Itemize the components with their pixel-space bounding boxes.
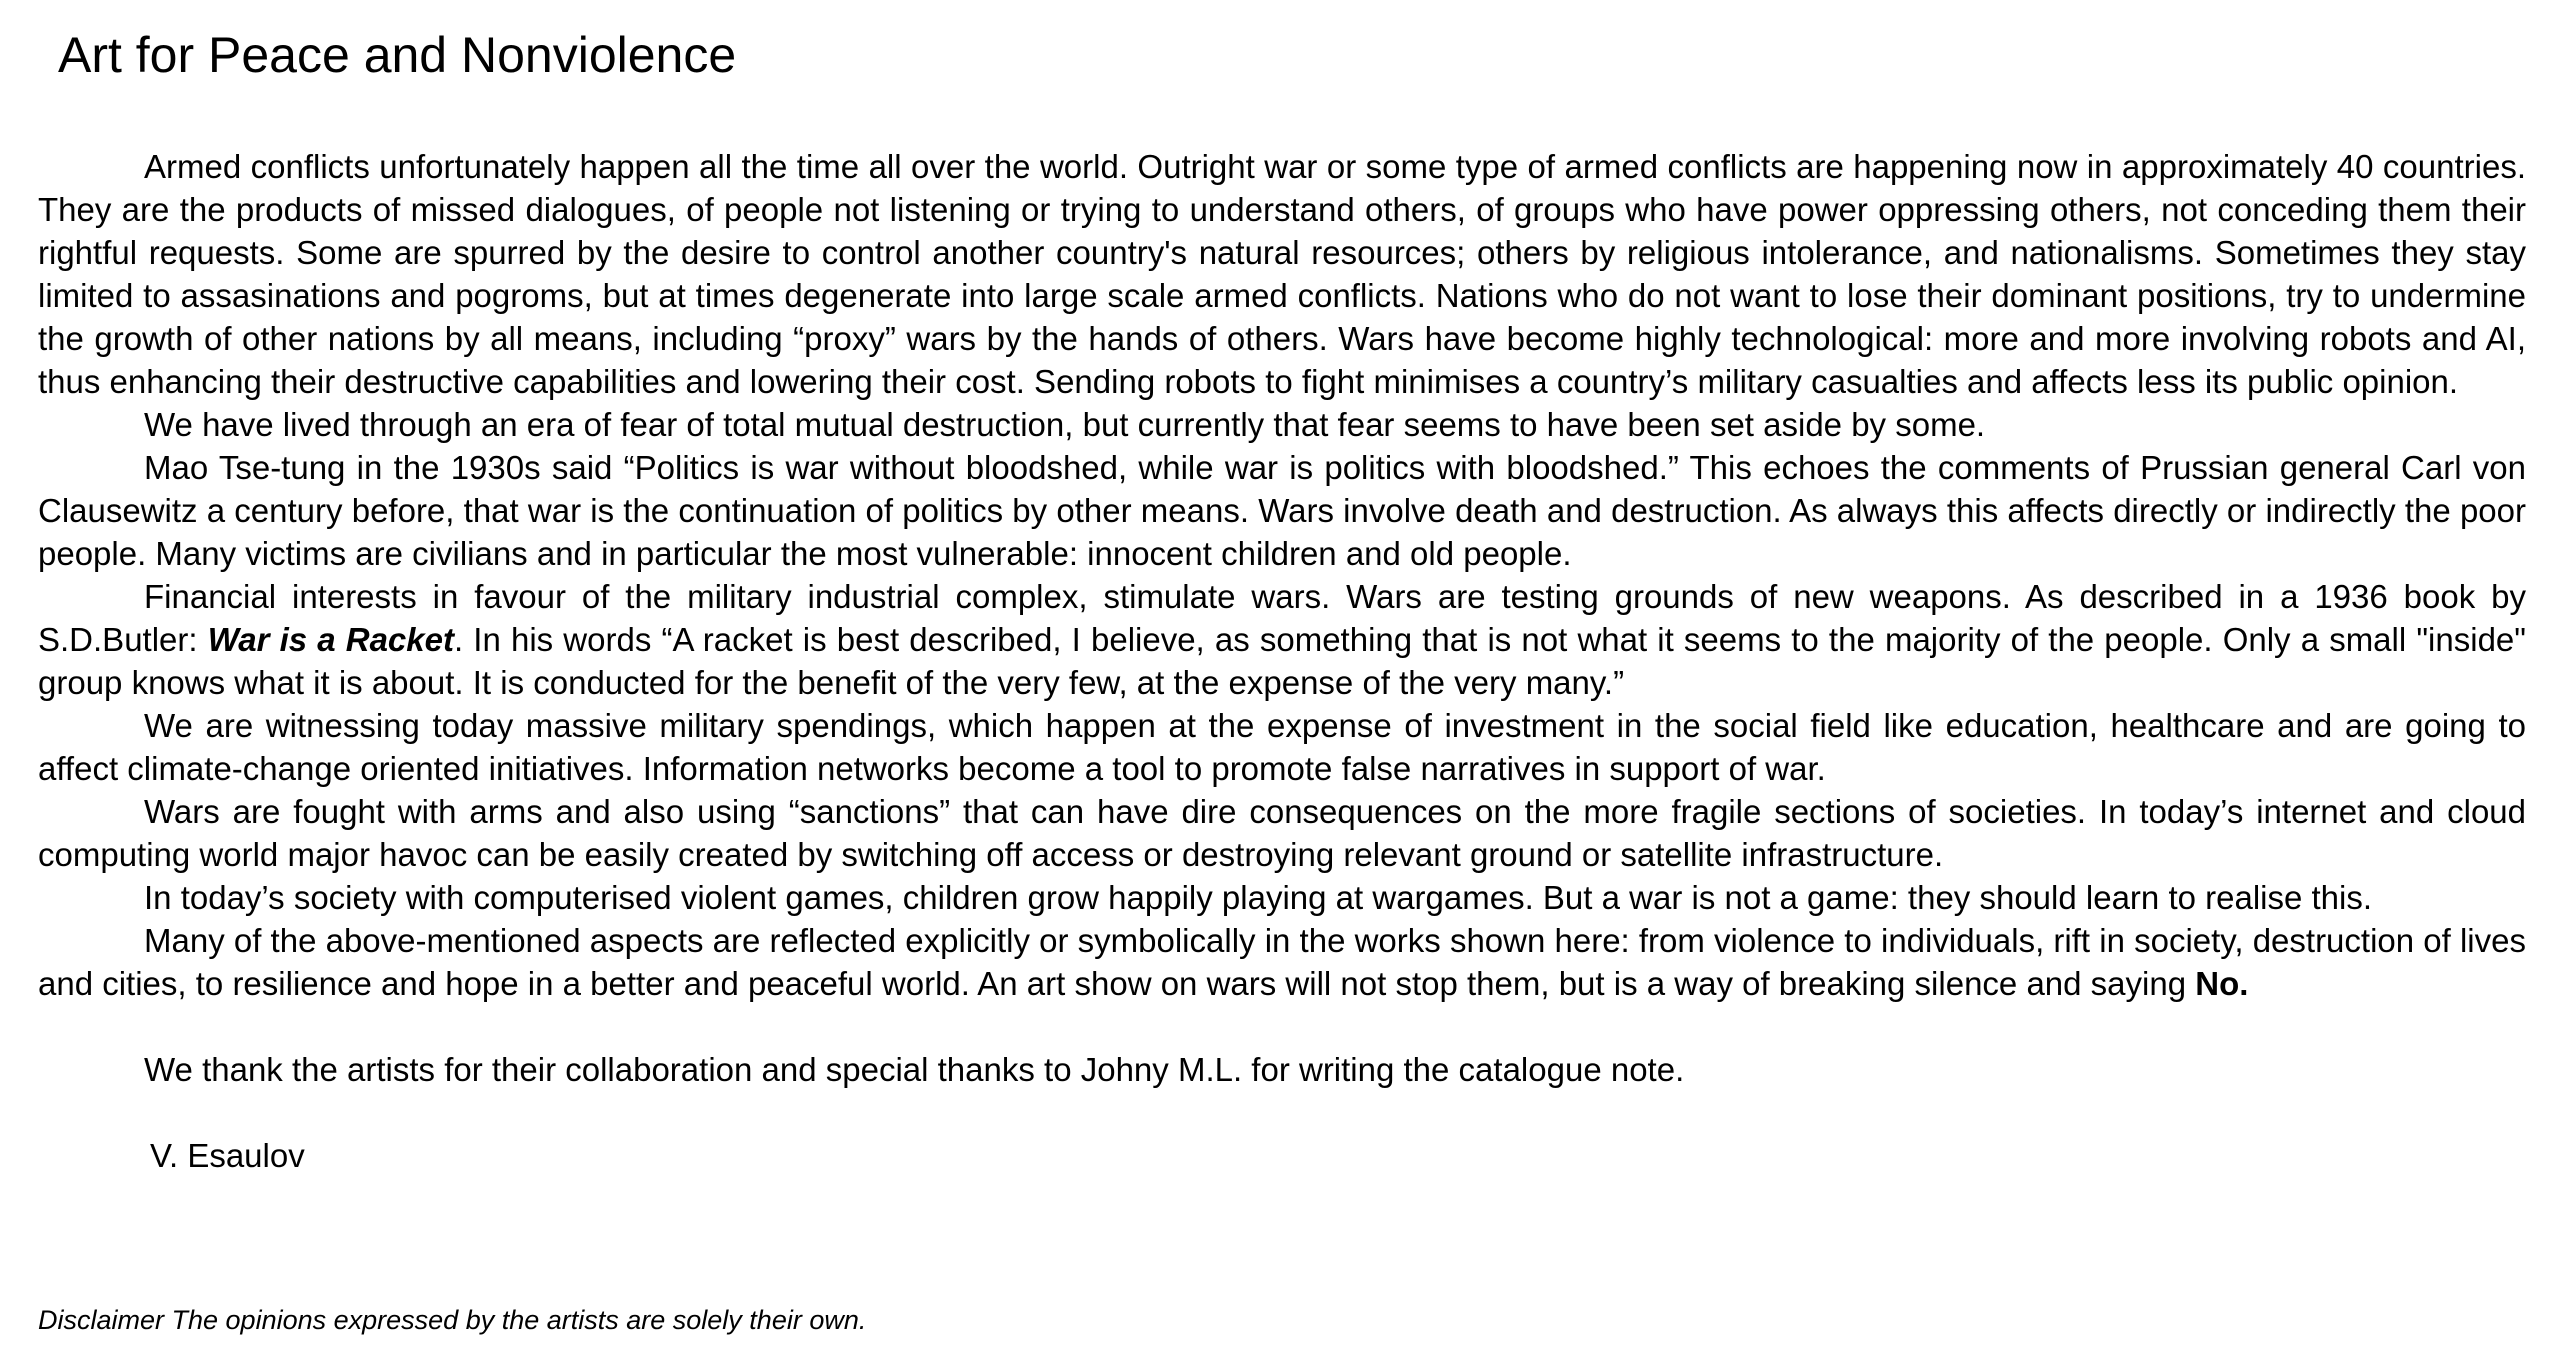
book-title-war-is-a-racket: War is a Racket xyxy=(207,621,454,658)
art-show-text: Many of the above-mentioned aspects are reflected explicitly or symbolically in the works shown here: from violence to individuals, rift in society, destruction of lives and cities, to resilience and hope in a better and peaceful world. An art show on wars will not stop them, but is a way of breaking silence and saying xyxy=(38,922,2526,1002)
racket-text-before: Financial interests in favour of the military industrial complex, stimulate wars. Wars are testing grounds of new weapons. As described in a 1936 book by S.D.Butler: xyxy=(38,578,2526,658)
paragraph-art-show xyxy=(38,919,2526,1005)
thanks-paragraph: We thank the artists for their collaboration and special thanks to Johny M.L. for writing the catalogue note. xyxy=(144,1051,1685,1088)
paragraph-armed-conflicts: Armed conflicts unfortunately happen all the time all over the world. Outright war or some type of armed conflicts are happening now in approximately 40 countries. They are the products of missed dialogues, of people not listening or trying to understand others, of groups who have power oppressing others, not conceding them their rightful requests. Some are spurred by the desire to control another country's natural resources; others by religious intolerance, and nationalisms. Sometimes they stay limited to assasinations and pogroms, but at times degenerate into large scale armed conflicts. Nations who do not want to lose their dominant positions, try to undermine the growth of other nations by all means, including “proxy” wars by the hands of others. Wars have become highly technological: more and more involving robots and AI, thus enhancing their destructive capabilities and lowering their cost. Sending robots to fight minimises a country’s military casualties and affects less its public opinion. xyxy=(38,148,2526,400)
racket-text-after: . In his words “A racket is best described, I believe, as something that is not what it seems to the majority of the people. Only a small "inside" group knows what it is about. It is conducted for the benefit of the very few, at the expense of the very many.” xyxy=(38,621,2526,701)
document-body xyxy=(38,145,2526,1177)
paragraph-violent-games: In today’s society with computerised violent games, children grow happily playing at wargames. But a war is not a game: they should learn to realise this. xyxy=(144,879,2373,916)
emphasis-no: No. xyxy=(2195,965,2249,1002)
paragraph-spacer xyxy=(38,1005,2526,1048)
signature-spacer xyxy=(38,1091,2526,1134)
paragraph-sanctions: Wars are fought with arms and also using “sanctions” that can have dire consequences on the more fragile sections of societies. In today’s internet and cloud computing world major havoc can be easily created by switching off access or destroying relevant ground or satellite infrastructure. xyxy=(38,793,2526,873)
paragraph-mutual-destruction: We have lived through an era of fear of total mutual destruction, but currently that fear seems to have been set aside by some. xyxy=(144,406,1986,443)
paragraph-military-spendings: We are witnessing today massive military spendings, which happen at the expense of investment in the social field like education, healthcare and are going to affect climate-change oriented initiatives. Information networks become a tool to promote false narratives in support of war. xyxy=(38,707,2526,787)
paragraph-mao-clausewitz: Mao Tse-tung in the 1930s said “Politics is war without bloodshed, while war is politics with bloodshed.” This echoes the comments of Prussian general Carl von Clausewitz a century before, that war is the continuation of politics by other means. Wars involve death and destruction. As always this affects directly or indirectly the poor people. Many victims are civilians and in particular the most vulnerable: innocent children and old people. xyxy=(38,449,2526,572)
document-title: Art for Peace and Nonviolence xyxy=(58,27,737,83)
author-signature: V. Esaulov xyxy=(150,1137,305,1174)
paragraph-war-is-a-racket xyxy=(38,575,2526,704)
disclaimer-note: Disclaimer The opinions expressed by the artists are solely their own. xyxy=(38,1305,867,1335)
